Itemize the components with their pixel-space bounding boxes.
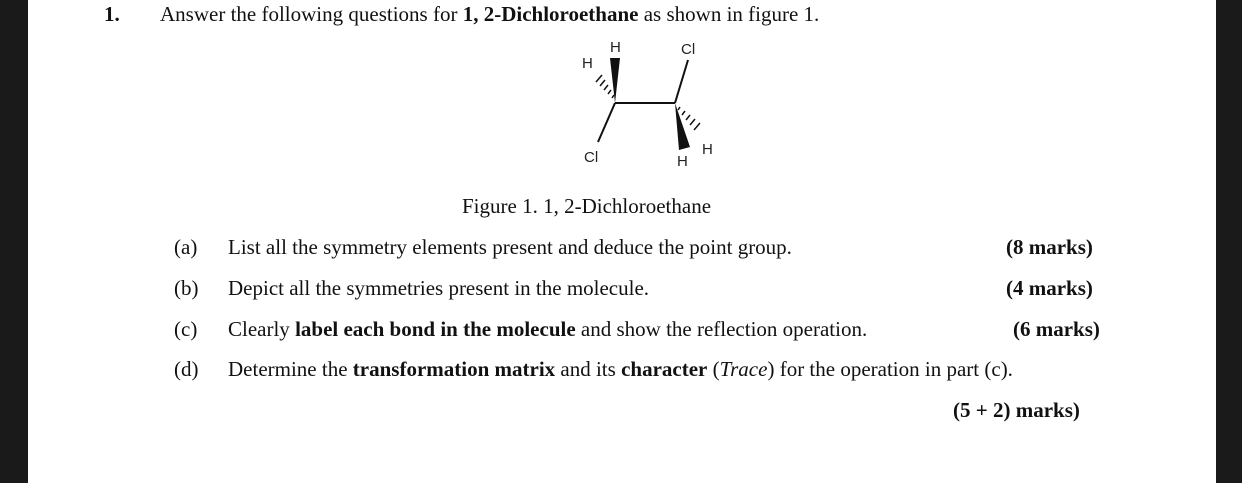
intro-text-end: as shown in figure 1. (638, 2, 820, 26)
part-label: (a) (174, 235, 198, 259)
part-d-marks: (5 + 2) marks) (953, 398, 1080, 422)
figure-caption: Figure 1. 1, 2-Dichloroethane (462, 194, 712, 218)
compound-name: 1, 2-Dichloroethane (462, 2, 639, 26)
intro-text: Answer the following questions for (160, 2, 463, 26)
atom-cl-top-right: Cl (681, 41, 696, 58)
question-number: 1. (104, 2, 120, 26)
atom-h-bottom: H (677, 153, 688, 170)
part-text: Determine the transformation matrix and its character (Trace) for the operation in part (c). (228, 357, 1013, 381)
c2-cl-bond (675, 60, 688, 103)
part-c-marks: (6 marks) (1013, 317, 1100, 341)
part-label: (c) (174, 317, 198, 341)
part-label: (b) (174, 276, 199, 300)
question-intro (160, 2, 819, 27)
wedge-bond-c1-h (610, 58, 620, 103)
atom-h-top: H (610, 39, 621, 56)
hash-bond-c1-h (596, 75, 614, 98)
document-page (28, 0, 1216, 483)
atom-h-left: H (582, 55, 593, 72)
part-text: List all the symmetry elements present and deduce the point group. (228, 235, 792, 259)
wedge-bond-c2-h (675, 103, 690, 150)
part-a-marks: (8 marks) (1006, 235, 1093, 259)
part-label: (d) (174, 357, 199, 381)
c1-cl-bond (598, 103, 615, 142)
part-text: Depict all the symmetries present in the molecule. (228, 276, 650, 300)
dichloroethane-structure-figure (538, 38, 738, 178)
atom-h-bottom-right: H (702, 141, 713, 158)
part-text: Clearly label each bond in the molecule and show the reflection operation. (228, 317, 868, 341)
atom-cl-bottom-left: Cl (584, 149, 599, 166)
part-b-marks: (4 marks) (1006, 276, 1093, 300)
